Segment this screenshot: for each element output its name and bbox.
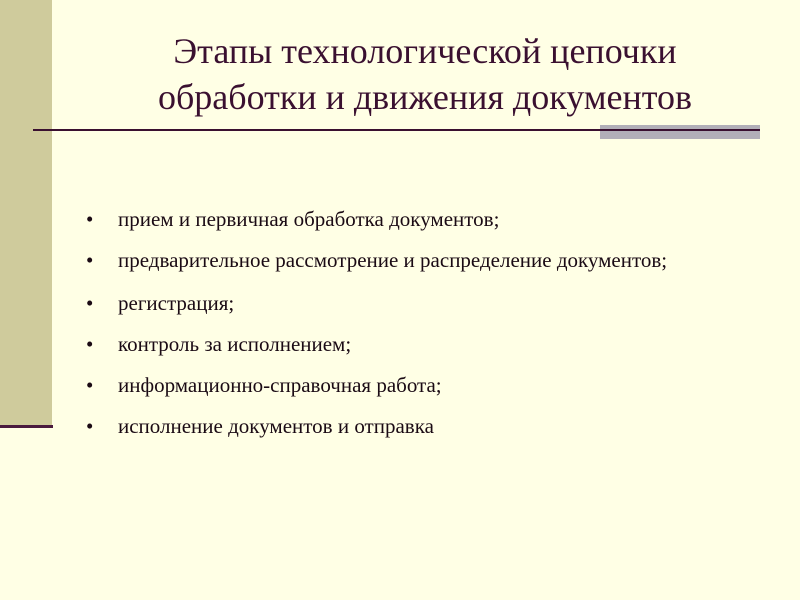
bullet-icon: • (86, 373, 94, 397)
left-decorative-band (0, 0, 52, 426)
list-item-text: информационно-справочная работа; (118, 373, 442, 397)
list-item-text: предварительное рассмотрение и распределение документов; (118, 248, 668, 272)
list-item (86, 290, 752, 316)
bullet-icon: • (86, 248, 94, 272)
list-item-text: исполнение документов и отправка (118, 414, 434, 438)
bullet-icon: • (86, 291, 94, 315)
bullet-list (86, 206, 752, 454)
list-item (86, 247, 752, 273)
title-accent-bar (600, 125, 760, 139)
title-line-1: Этапы технологической цепочки (173, 31, 677, 71)
slide-title (60, 28, 790, 120)
left-band-underline (0, 425, 53, 428)
list-item-text: прием и первичная обработка документов; (118, 207, 500, 231)
title-accent-bar-line (600, 129, 760, 131)
bullet-icon: • (86, 414, 94, 438)
list-item (86, 206, 752, 232)
list-item (86, 331, 752, 357)
list-item (86, 413, 752, 439)
title-line-2: обработки и движения документов (157, 77, 693, 117)
list-item-text: контроль за исполнением; (118, 332, 352, 356)
bullet-icon: • (86, 332, 94, 356)
bullet-icon: • (86, 207, 94, 231)
list-item-text: регистрация; (118, 291, 235, 315)
list-item (86, 372, 752, 398)
